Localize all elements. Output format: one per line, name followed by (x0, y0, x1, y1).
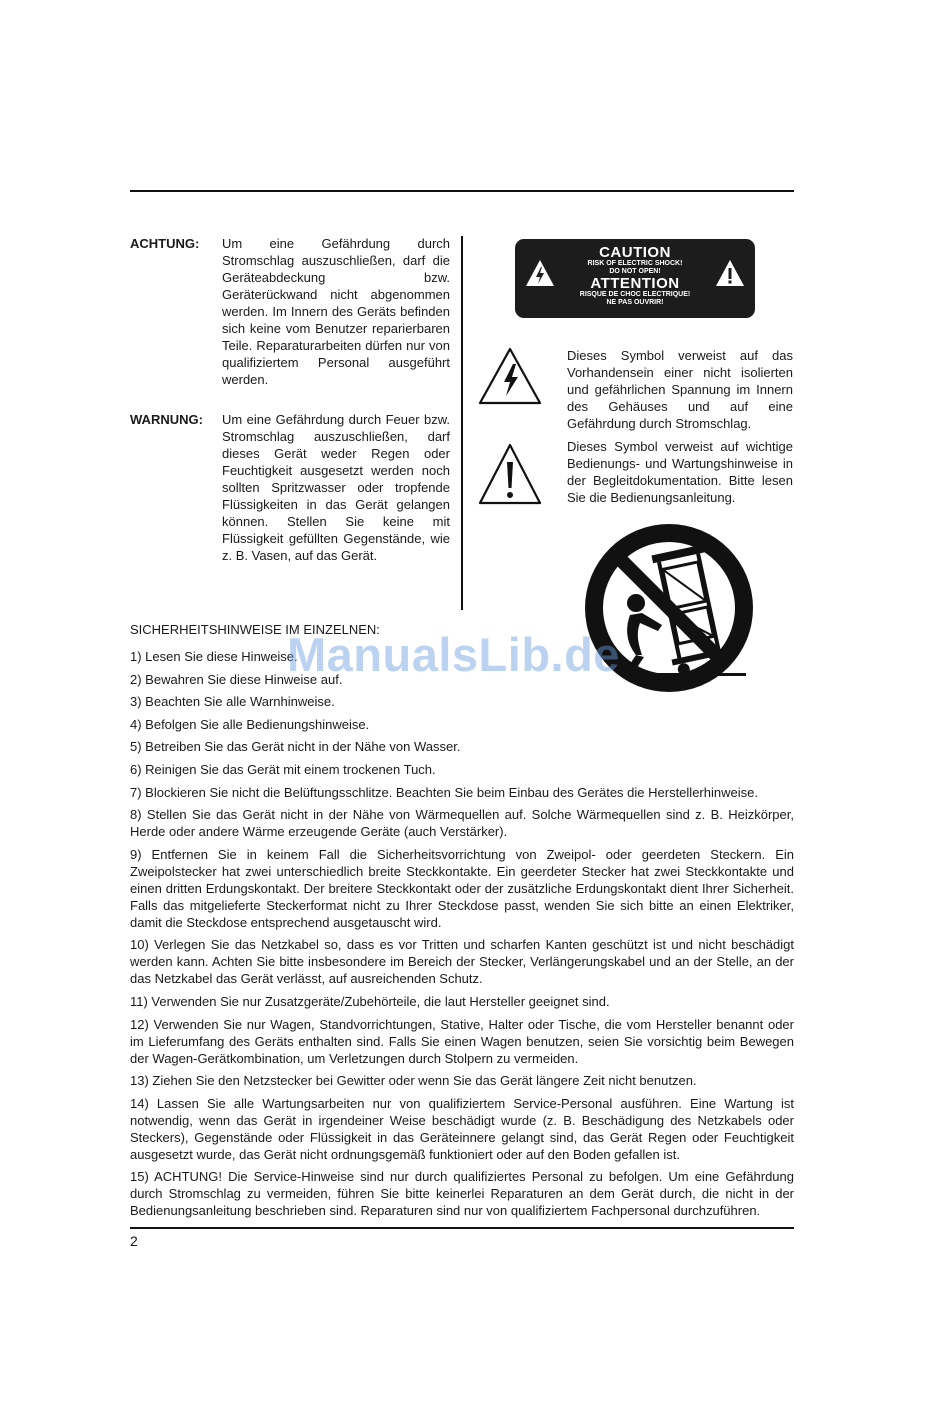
lightning-symbol-description: Dieses Symbol verweist auf das Vorhandensein einer nicht isolierten und gefährlichen Spannung im Innern des Gehäuses und auf eine Gefährdung durch Stromschlag. (567, 348, 793, 431)
caution-line-1: RISK OF ELECTRIC SHOCK! (587, 260, 683, 267)
caution-line-2: DO NOT OPEN! (609, 268, 661, 275)
watermark-text: ManualsLib.de (287, 628, 620, 681)
caution-label-box (515, 239, 755, 318)
safety-item: 10) Verlegen Sie das Netzkabel so, dass es vor Tritten und scharfen Kanten geschützt ist und nicht beschädigt werden kann. Achten Sie bitte insbesondere im Bereich der Stecker, Verlängerungskabel und an der Stelle, an der das Netzkabel das Gerät verlässt, auf ausreichenden Schutz. (130, 937, 794, 987)
safety-item: 12) Verwenden Sie nur Wagen, Standvorrichtungen, Stative, Halter oder Tische, die vom Hersteller benannt oder im Lieferumfang des Geräts enthalten sind. Falls Sie einen Wagen benutzen, seien Sie vorsichtig beim Bewegen der Wagen-Gerätkombination, um Verletzungen durch Stolpern zu vermeiden. (130, 1016, 794, 1066)
exclamation-warning-icon (477, 442, 543, 506)
achtung-label: ACHTUNG: (130, 236, 200, 251)
safety-instructions-title: SICHERHEITSHINWEISE IM EINZELNEN: (130, 622, 380, 637)
safety-item: 1) Lesen Sie diese Hinweise. (130, 649, 298, 664)
top-rule (130, 190, 794, 192)
warnung-label: WARNUNG: (130, 412, 203, 427)
safety-item: 7) Blockieren Sie nicht die Belüftungsschlitze. Beachten Sie beim Einbau des Gerätes die Herstellerhinweise. (130, 784, 758, 800)
safety-item: 2) Bewahren Sie diese Hinweise auf. (130, 671, 343, 687)
safety-item: 6) Reinigen Sie das Gerät mit einem trockenen Tuch. (130, 761, 436, 777)
warnung-warning (130, 411, 450, 564)
safety-item: 9) Entfernen Sie in keinem Fall die Sicherheitsvorrichtung von Zweipol- oder geerdeten Steckern. Ein Zweipolstecker hat zwei unterschiedlich breite Steckkontakte. Ein geerdeter Stecker hat zwei Steckkontakte und einen dritten Erdungskontakt. Der breitere Steckkontakt oder der zusätzliche Erdungskontakt dient Ihrer Sicherheit. Falls das mitgelieferte Steckerformat nicht zu Ihrer Steckdose passt, wenden Sie sich bitte an einen Elektriker, damit die Steckdose entsprechend ausgetauscht wird. (130, 846, 794, 930)
safety-instructions-list (130, 648, 794, 1225)
safety-item: 8) Stellen Sie das Gerät nicht in der Nähe von Wärmequellen auf. Solche Wärmequellen sind z. B. Heizkörper, Herde oder andere Wärme erzeugende Geräte (auch Verstärker). (130, 807, 794, 840)
achtung-text: Um eine Gefährdung durch Stromschlag auszuschließen, darf die Geräteabdeckung bzw. Geräterückwand nicht abgenommen werden. Im Innern des Geräts befinden sich keine vom Benutzer reparierbaren Teile. Reparaturarbeiten dürfen nur von qualifiziertem Personal ausgeführt werden. (222, 236, 450, 387)
safety-item: 11) Verwenden Sie nur Zusatzgeräte/Zubehörteile, die laut Hersteller geeignet sind. (130, 993, 610, 1009)
column-divider (461, 236, 463, 610)
page-number: 2 (130, 1233, 138, 1249)
attention-heading: ATTENTION (590, 275, 680, 292)
lightning-triangle-icon (525, 259, 555, 287)
safety-item: 14) Lassen Sie alle Wartungsarbeiten nur von qualifiziertem Service-Personal ausführen. Eine Wartung ist notwendig, wenn das Gerät in irgendeiner Weise beschädigt wurde (z. B. Beschädigung des Netzkabels oder Steckers), Gegenstände oder Flüssigkeit in das Geräteinnere gelangt sind, das Gerät Regen oder Feuchtigkeit ausgesetzt wurde, das Gerät nicht ordnungsgemäß funktioniert oder auf den Boden gefallen ist. (130, 1095, 794, 1162)
bottom-rule (130, 1227, 794, 1229)
achtung-warning (130, 235, 450, 388)
safety-item: 13) Ziehen Sie den Netzstecker bei Gewitter oder wenn Sie das Gerät längere Zeit nicht benutzen. (130, 1073, 697, 1089)
safety-item: 5) Betreiben Sie das Gerät nicht in der Nähe von Wasser. (130, 739, 461, 755)
lightning-warning-icon (477, 346, 543, 406)
exclamation-triangle-icon (715, 259, 745, 287)
safety-item: 15) ACHTUNG! Die Service-Hinweise sind nur durch qualifiziertes Personal zu befolgen. Um eine Gefährdung durch Stromschlag zu vermeiden, führen Sie bitte keinerlei Reparaturen an dem Gerät durch, die nicht in der Bedienungsanleitung beschrieben sind. Reparaturen sind nur von qualifiziertem Fachpersonal durchzuführen. (130, 1169, 794, 1219)
warnung-text: Um eine Gefährdung durch Feuer bzw. Stromschlag auszuschließen, darf dieses Gerät weder Regen oder Feuchtigkeit ausgesetzt werden noch sollten Spritzwasser oder tropfende Flüssigkeiten in das Gerät gelangen können. Stellen Sie keine mit Flüssigkeit gefüllten Gegenstände, wie z. B. Vasen, auf das Gerät. (222, 412, 450, 563)
attention-line-1: RISQUE DE CHOC ELECTRIQUE! (579, 291, 691, 298)
safety-item: 3) Beachten Sie alle Warnhinweise. (130, 694, 335, 710)
caution-heading: CAUTION (599, 244, 671, 261)
attention-line-2: NE PAS OUVRIR! (606, 299, 664, 306)
exclamation-symbol-description: Dieses Symbol verweist auf wichtige Bedienungs- und Wartungshinweise in der Begleitdokumentation. Bitte lesen Sie die Bedienungsanleitung. (567, 439, 793, 505)
safety-item: 4) Befolgen Sie alle Bedienungshinweise. (130, 716, 370, 732)
